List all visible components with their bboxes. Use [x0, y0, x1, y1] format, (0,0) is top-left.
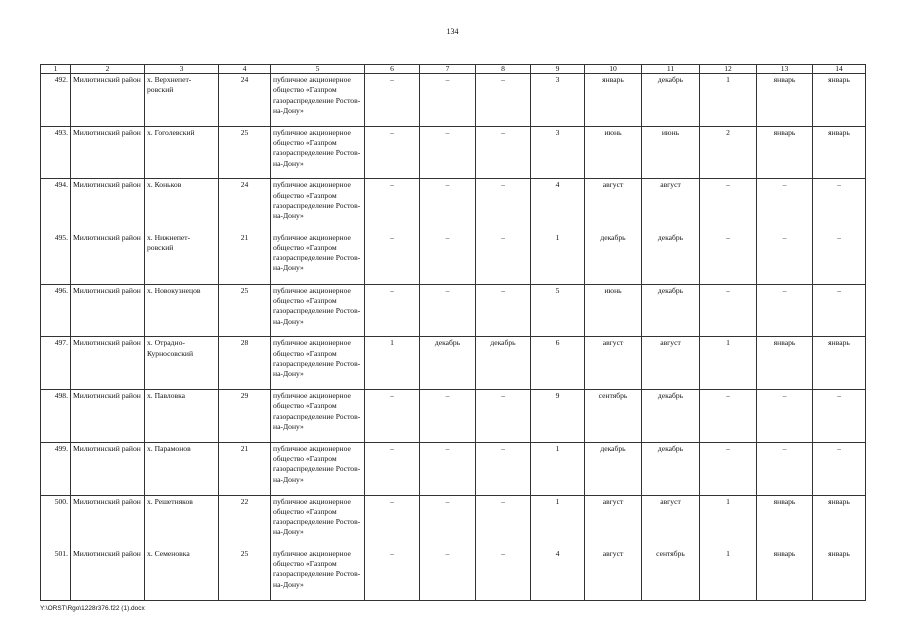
cell-c12: – [700, 284, 757, 337]
cell-c14: – [813, 179, 866, 232]
column-header-12: 12 [700, 65, 757, 74]
cell-c4: 25 [219, 284, 271, 337]
cell-c4: 24 [219, 179, 271, 232]
cell-c10: декабрь [585, 232, 642, 285]
cell-n: 500. [41, 495, 71, 548]
column-header-3: 3 [145, 65, 219, 74]
cell-district: Милютинский район [71, 74, 145, 127]
cell-c14: январь [813, 74, 866, 127]
cell-c11: сентябрь [642, 548, 700, 601]
cell-locality: х. Отрадно-Курносовский [145, 337, 219, 390]
cell-c8: – [476, 284, 531, 337]
cell-c13: январь [757, 548, 813, 601]
cell-c12: – [700, 232, 757, 285]
cell-c9: 4 [531, 548, 585, 601]
column-header-2: 2 [71, 65, 145, 74]
column-header-13: 13 [757, 65, 813, 74]
cell-c12: 1 [700, 495, 757, 548]
cell-c4: 28 [219, 337, 271, 390]
cell-locality: х. Решетняков [145, 495, 219, 548]
column-header-9: 9 [531, 65, 585, 74]
cell-c7: – [420, 442, 476, 495]
cell-c10: декабрь [585, 442, 642, 495]
table-body [41, 74, 866, 601]
cell-c9: 1 [531, 495, 585, 548]
cell-c6: – [365, 74, 420, 127]
cell-locality: х. Коньков [145, 179, 219, 232]
cell-district: Милютинский район [71, 337, 145, 390]
cell-c10: август [585, 337, 642, 390]
cell-district: Милютинский район [71, 495, 145, 548]
cell-locality: х. Нижнепет-ровский [145, 232, 219, 285]
cell-c6: – [365, 284, 420, 337]
cell-c7: – [420, 495, 476, 548]
cell-c4: 24 [219, 74, 271, 127]
schedule-table [40, 64, 866, 601]
cell-c14: январь [813, 495, 866, 548]
table-row [41, 284, 866, 337]
cell-locality: х. Парамонов [145, 442, 219, 495]
cell-c4: 21 [219, 232, 271, 285]
cell-n: 498. [41, 390, 71, 443]
cell-c13: январь [757, 337, 813, 390]
cell-c13: – [757, 390, 813, 443]
table-row [41, 548, 866, 601]
cell-c4: 21 [219, 442, 271, 495]
cell-c11: декабрь [642, 74, 700, 127]
cell-c8: – [476, 74, 531, 127]
file-path-footer: Y:\ORST\Rgo\1228r376.f22 (1).docx [40, 605, 145, 612]
cell-c6: – [365, 548, 420, 601]
table-row [41, 179, 866, 232]
column-header-5: 5 [271, 65, 365, 74]
cell-n: 492. [41, 74, 71, 127]
cell-c6: – [365, 232, 420, 285]
cell-c7: – [420, 232, 476, 285]
cell-c13: – [757, 179, 813, 232]
cell-c9: 6 [531, 337, 585, 390]
cell-district: Милютинский район [71, 390, 145, 443]
cell-c10: сентябрь [585, 390, 642, 443]
cell-district: Милютинский район [71, 442, 145, 495]
cell-n: 501. [41, 548, 71, 601]
column-header-1: 1 [41, 65, 71, 74]
cell-c14: январь [813, 337, 866, 390]
cell-c14: – [813, 284, 866, 337]
cell-c12: – [700, 179, 757, 232]
table-row [41, 390, 866, 443]
cell-c8: – [476, 179, 531, 232]
cell-n: 496. [41, 284, 71, 337]
cell-org: публичное акционерное общество «Газпром газораспределение Ростов-на-Дону» [271, 548, 365, 601]
cell-org: публичное акционерное общество «Газпром газораспределение Ростов-на-Дону» [271, 284, 365, 337]
cell-c4: 25 [219, 126, 271, 179]
table-row [41, 442, 866, 495]
cell-c6: – [365, 390, 420, 443]
cell-c4: 22 [219, 495, 271, 548]
cell-org: публичное акционерное общество «Газпром газораспределение Ростов-на-Дону» [271, 126, 365, 179]
cell-locality: х. Семеновка [145, 548, 219, 601]
column-header-10: 10 [585, 65, 642, 74]
cell-locality: х. Гоголевский [145, 126, 219, 179]
cell-c8: – [476, 232, 531, 285]
cell-org: публичное акционерное общество «Газпром газораспределение Ростов-на-Дону» [271, 442, 365, 495]
cell-c7: – [420, 126, 476, 179]
cell-c7: – [420, 284, 476, 337]
cell-c14: – [813, 232, 866, 285]
cell-c7: – [420, 74, 476, 127]
cell-c9: 1 [531, 442, 585, 495]
cell-c6: 1 [365, 337, 420, 390]
column-header-7: 7 [420, 65, 476, 74]
cell-c11: август [642, 179, 700, 232]
cell-c12: 2 [700, 126, 757, 179]
page-number: 134 [446, 27, 459, 36]
cell-c7: – [420, 390, 476, 443]
column-header-6: 6 [365, 65, 420, 74]
column-header-8: 8 [476, 65, 531, 74]
cell-c13: – [757, 232, 813, 285]
cell-c9: 3 [531, 126, 585, 179]
table-row [41, 232, 866, 285]
cell-district: Милютинский район [71, 126, 145, 179]
cell-c8: – [476, 548, 531, 601]
cell-c8: – [476, 390, 531, 443]
cell-district: Милютинский район [71, 284, 145, 337]
table-row [41, 126, 866, 179]
cell-c12: 1 [700, 74, 757, 127]
cell-c4: 29 [219, 390, 271, 443]
cell-c13: – [757, 442, 813, 495]
cell-c11: август [642, 495, 700, 548]
cell-c10: август [585, 495, 642, 548]
cell-c11: декабрь [642, 442, 700, 495]
cell-c11: декабрь [642, 232, 700, 285]
cell-c6: – [365, 179, 420, 232]
cell-c14: – [813, 390, 866, 443]
cell-c10: июнь [585, 126, 642, 179]
cell-n: 497. [41, 337, 71, 390]
cell-c9: 9 [531, 390, 585, 443]
table-row [41, 495, 866, 548]
cell-c9: 4 [531, 179, 585, 232]
cell-c12: 1 [700, 337, 757, 390]
cell-org: публичное акционерное общество «Газпром газораспределение Ростов-на-Дону» [271, 495, 365, 548]
cell-n: 499. [41, 442, 71, 495]
cell-org: публичное акционерное общество «Газпром газораспределение Ростов-на-Дону» [271, 74, 365, 127]
cell-c7: декабрь [420, 337, 476, 390]
cell-c11: декабрь [642, 284, 700, 337]
cell-c12: 1 [700, 548, 757, 601]
table-row [41, 74, 866, 127]
cell-c11: август [642, 337, 700, 390]
cell-c13: январь [757, 495, 813, 548]
cell-c10: январь [585, 74, 642, 127]
cell-district: Милютинский район [71, 232, 145, 285]
cell-locality: х. Новокузнецов [145, 284, 219, 337]
column-header-14: 14 [813, 65, 866, 74]
cell-org: публичное акционерное общество «Газпром газораспределение Ростов-на-Дону» [271, 232, 365, 285]
cell-c7: – [420, 548, 476, 601]
cell-c4: 25 [219, 548, 271, 601]
cell-c10: август [585, 179, 642, 232]
cell-c8: декабрь [476, 337, 531, 390]
cell-c14: – [813, 442, 866, 495]
column-header-11: 11 [642, 65, 700, 74]
cell-district: Милютинский район [71, 179, 145, 232]
cell-org: публичное акционерное общество «Газпром газораспределение Ростов-на-Дону» [271, 390, 365, 443]
cell-c11: декабрь [642, 390, 700, 443]
cell-locality: х. Павловка [145, 390, 219, 443]
header-row [41, 65, 866, 74]
cell-c6: – [365, 442, 420, 495]
cell-locality: х. Верхнепет-ровский [145, 74, 219, 127]
cell-c14: январь [813, 126, 866, 179]
cell-c13: – [757, 284, 813, 337]
table-header [41, 65, 866, 74]
cell-c10: август [585, 548, 642, 601]
cell-org: публичное акционерное общество «Газпром газораспределение Ростов-на-Дону» [271, 337, 365, 390]
table-row [41, 337, 866, 390]
cell-c8: – [476, 126, 531, 179]
cell-c14: январь [813, 548, 866, 601]
cell-c12: – [700, 390, 757, 443]
cell-org: публичное акционерное общество «Газпром газораспределение Ростов-на-Дону» [271, 179, 365, 232]
cell-c8: – [476, 442, 531, 495]
cell-c6: – [365, 126, 420, 179]
cell-c13: январь [757, 74, 813, 127]
cell-n: 494. [41, 179, 71, 232]
cell-c10: июнь [585, 284, 642, 337]
cell-n: 495. [41, 232, 71, 285]
cell-c13: январь [757, 126, 813, 179]
cell-c8: – [476, 495, 531, 548]
cell-n: 493. [41, 126, 71, 179]
cell-c9: 5 [531, 284, 585, 337]
cell-c12: – [700, 442, 757, 495]
cell-c9: 1 [531, 232, 585, 285]
cell-c9: 3 [531, 74, 585, 127]
cell-district: Милютинский район [71, 548, 145, 601]
cell-c11: июнь [642, 126, 700, 179]
cell-c6: – [365, 495, 420, 548]
column-header-4: 4 [219, 65, 271, 74]
cell-c7: – [420, 179, 476, 232]
